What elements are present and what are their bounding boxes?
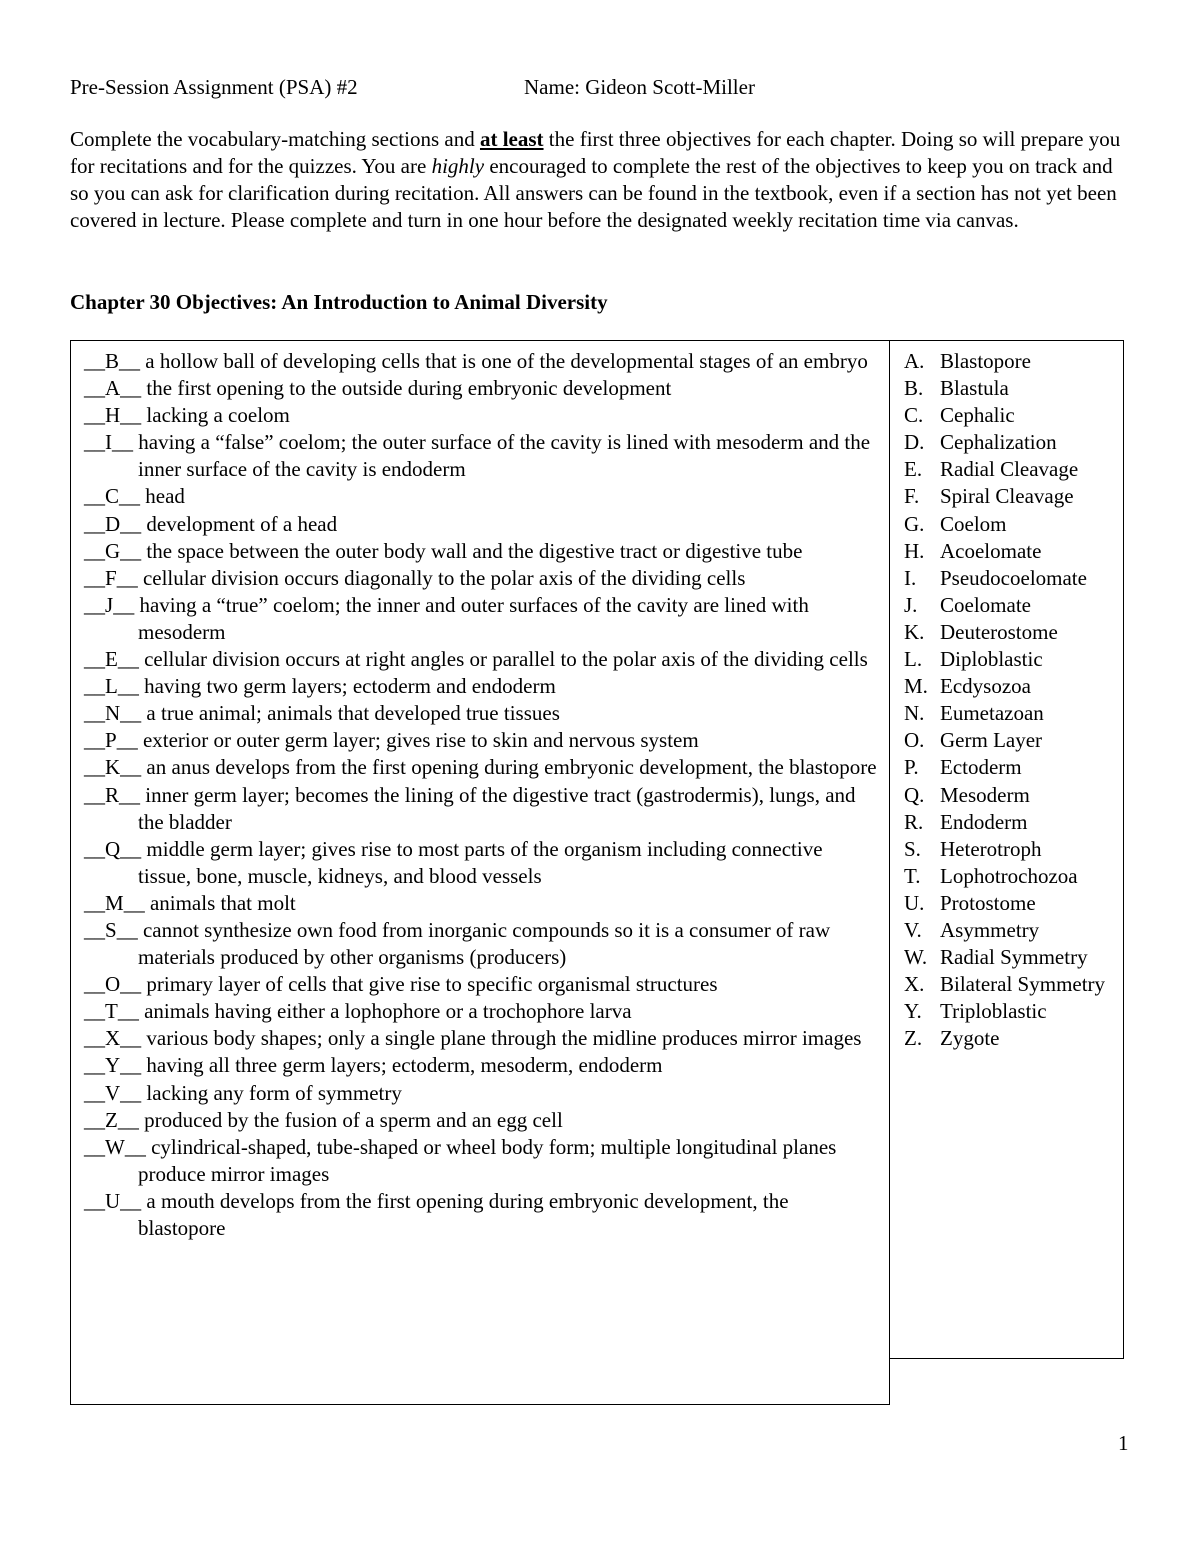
definition-text: cellular division occurs diagonally to the polar axis of the dividing cells — [142, 565, 746, 590]
term-item — [904, 511, 1116, 538]
definition-text: primary layer of cells that give rise to specific organismal structures — [146, 972, 718, 997]
definition-text: development of a head — [146, 511, 338, 536]
term-word: Cephalic — [940, 403, 1015, 428]
answer-blank[interactable]: Q — [105, 836, 121, 861]
term-letter: N. — [904, 701, 925, 726]
definition-item: __I__ having a “false” coelom; the outer surface of the cavity is lined with mesoderm and the inner surface of the cavity is endoderm — [84, 430, 871, 482]
term-word: Mesoderm — [940, 782, 1030, 807]
term-word: Coelom — [940, 511, 1007, 536]
term-item — [904, 646, 1116, 673]
definition-text: middle germ layer; gives rise to most parts of the organism including connective tissue, bone, muscle, kidneys, and blood vessels — [138, 836, 823, 888]
term-letter: H. — [904, 538, 925, 563]
definition-text: having all three germ layers; ectoderm, mesoderm, endoderm — [146, 1053, 663, 1078]
term-item — [904, 456, 1116, 483]
term-letter: E. — [904, 457, 923, 482]
definition-text: a true animal; animals that developed true tissues — [146, 701, 560, 726]
answer-blank[interactable]: S — [105, 917, 117, 942]
term-word: Acoelomate — [940, 538, 1042, 563]
term-item — [904, 754, 1116, 781]
definition-item: __Z__ produced by the fusion of a sperm and an egg cell — [84, 1107, 563, 1132]
definitions-list — [84, 348, 880, 1242]
answer-blank[interactable]: Z — [105, 1107, 118, 1132]
definition-item: __X__ various body shapes; only a single plane through the midline produces mirror images — [84, 1026, 862, 1051]
answer-blank[interactable]: U — [105, 1188, 121, 1213]
answer-blank[interactable]: Y — [105, 1053, 121, 1078]
term-letter: I. — [904, 565, 917, 590]
definition-text: lacking a coelom — [146, 403, 290, 428]
chapter-title: Chapter 30 Objectives: An Introduction to Animal Diversity — [70, 290, 608, 314]
term-item — [904, 1025, 1116, 1052]
page-number: 1 — [1118, 1431, 1129, 1455]
term-letter: A. — [904, 349, 925, 373]
term-item — [904, 863, 1116, 890]
term-word: Zygote — [940, 1026, 1000, 1051]
term-item — [904, 348, 1116, 375]
term-word: Germ Layer — [940, 728, 1043, 753]
answer-blank[interactable]: T — [105, 999, 118, 1024]
term-item — [904, 782, 1116, 809]
term-letter: S. — [904, 836, 921, 861]
definition-item: __O__ primary layer of cells that give rise to specific organismal structures — [84, 972, 718, 997]
terms-list — [904, 348, 1116, 1052]
term-word: Cephalization — [940, 430, 1057, 455]
answer-blank[interactable]: F — [105, 565, 117, 590]
definition-text: an anus develops from the first opening during embryonic development, the blastopore — [146, 755, 877, 780]
student-name: Name: Gideon Scott-Miller — [524, 75, 755, 99]
assignment-title: Pre-Session Assignment (PSA) #2 — [70, 75, 358, 99]
term-letter: D. — [904, 430, 925, 455]
term-letter: Q. — [904, 782, 925, 807]
definition-text: various body shapes; only a single plane through the midline produces mirror images — [146, 1026, 862, 1051]
term-word: Heterotroph — [940, 836, 1042, 861]
definition-item: __S__ cannot synthesize own food from inorganic compounds so it is a consumer of raw materials produced by other organisms (producers) — [84, 917, 831, 970]
answer-blank[interactable]: R — [105, 782, 120, 807]
definition-item: __F__ cellular division occurs diagonally to the polar axis of the dividing cells — [84, 565, 746, 590]
definition-item: __N__ a true animal; animals that developed true tissues — [84, 701, 560, 726]
term-item — [904, 565, 1116, 592]
answer-blank[interactable]: X — [105, 1026, 121, 1051]
term-item — [904, 727, 1116, 754]
term-letter: U. — [904, 890, 925, 915]
answer-blank[interactable]: N — [105, 701, 121, 726]
intro-text-3: encouraged to complete the rest of the objectives to keep you on track and so you can ask for clarification during recitation. All answers can be found in the textbook, even if a section has not yet been covered in lecture. Please complete and turn in one hour before the designated weekly recitation time via canvas. — [70, 154, 1117, 232]
definition-text: having two germ layers; ectoderm and endoderm — [144, 674, 556, 699]
term-item — [904, 402, 1116, 429]
definition-item: __E__ cellular division occurs at right angles or parallel to the polar axis of the dividing cells — [84, 647, 868, 672]
answer-blank[interactable]: D — [105, 511, 121, 536]
definition-text: the space between the outer body wall and the digestive tract or digestive tube — [146, 538, 803, 563]
definition-text: a mouth develops from the first opening during embryonic development, the blastopore — [138, 1188, 789, 1240]
term-item — [904, 971, 1116, 998]
answer-blank[interactable]: H — [105, 403, 121, 428]
answer-blank[interactable]: P — [105, 728, 117, 753]
intro-italic: highly — [431, 154, 485, 178]
definition-text: cannot synthesize own food from inorganic compounds so it is a consumer of raw materials produced by other organisms (producers) — [138, 917, 831, 970]
term-letter: P. — [904, 755, 919, 780]
intro-emphasis: at least — [479, 127, 544, 151]
definition-text: cylindrical-shaped, tube-shaped or wheel body form; multiple longitudinal planes produce mirror images — [138, 1134, 837, 1186]
term-letter: Z. — [904, 1026, 923, 1051]
term-word: Radial Symmetry — [940, 945, 1088, 970]
answer-blank[interactable]: B — [105, 349, 120, 373]
definition-item: __Q__ middle germ layer; gives rise to most parts of the organism including connective tissue, bone, muscle, kidneys, and blood vessels — [84, 836, 823, 888]
term-word: Blastopore — [940, 349, 1031, 373]
term-letter: Y. — [904, 999, 922, 1024]
term-word: Eumetazoan — [940, 701, 1044, 726]
answer-blank[interactable]: A — [105, 376, 121, 401]
definition-item: __H__ lacking a coelom — [84, 403, 290, 428]
term-item — [904, 836, 1116, 863]
answer-blank[interactable]: K — [105, 755, 121, 780]
definition-text: having a “false” coelom; the outer surface of the cavity is lined with mesoderm and the inner surface of the cavity is endoderm — [138, 430, 871, 482]
definition-item: __T__ animals having either a lophophore or a trochophore larva — [84, 999, 632, 1024]
term-word: Lophotrochozoa — [940, 863, 1078, 888]
definition-text: inner germ layer; becomes the lining of the digestive tract (gastrodermis), lungs, and the bladder — [138, 782, 856, 834]
term-letter: R. — [904, 809, 924, 834]
definition-text: head — [145, 484, 185, 509]
term-word: Bilateral Symmetry — [940, 972, 1106, 997]
answer-blank[interactable]: M — [105, 890, 124, 915]
definition-item: __U__ a mouth develops from the first opening during embryonic development, the blastopore — [84, 1188, 789, 1240]
term-item — [904, 917, 1116, 944]
term-letter: B. — [904, 376, 924, 401]
term-word: Spiral Cleavage — [940, 484, 1074, 509]
term-item — [904, 944, 1116, 971]
term-item — [904, 592, 1116, 619]
definition-item: __K__ an anus develops from the first opening during embryonic development, the blastopore — [84, 755, 877, 780]
term-word: Triploblastic — [940, 999, 1047, 1024]
term-letter: J. — [904, 592, 918, 617]
term-letter: X. — [904, 972, 925, 997]
answer-blank[interactable]: O — [105, 972, 121, 997]
intro-text-2: the first three objectives for each chapter. Doing so will prepare you for recitations and for the quizzes. You are — [70, 127, 1121, 178]
term-letter: W. — [904, 945, 928, 970]
term-word: Deuterostome — [940, 619, 1058, 644]
term-item — [904, 483, 1116, 510]
answer-blank[interactable]: V — [105, 1080, 121, 1105]
term-word: Pseudocoelomate — [940, 565, 1087, 590]
definition-item: __Y__ having all three germ layers; ectoderm, mesoderm, endoderm — [84, 1053, 663, 1078]
term-letter: K. — [904, 619, 925, 644]
term-item — [904, 998, 1116, 1025]
definition-item: __D__ development of a head — [84, 511, 338, 536]
answer-blank[interactable]: E — [105, 647, 118, 672]
term-item — [904, 890, 1116, 917]
term-item — [904, 375, 1116, 402]
definition-item: __G__ the space between the outer body wall and the digestive tract or digestive tube — [84, 538, 803, 563]
term-letter: L. — [904, 647, 923, 672]
answer-blank[interactable]: G — [105, 538, 121, 563]
definition-text: a hollow ball of developing cells that is one of the developmental stages of an embryo — [145, 349, 868, 373]
term-word: Protostome — [940, 890, 1036, 915]
term-word: Asymmetry — [940, 917, 1040, 942]
definition-text: exterior or outer germ layer; gives rise to skin and nervous system — [142, 728, 699, 753]
term-word: Ectoderm — [940, 755, 1022, 780]
definition-text: animals that molt — [149, 890, 296, 915]
definition-item: __R__ inner germ layer; becomes the lining of the digestive tract (gastrodermis), lungs, and the bladder — [84, 782, 856, 834]
intro-text-1: Complete the vocabulary-matching sections and — [70, 127, 480, 151]
definition-item: __M__ animals that molt — [84, 890, 296, 915]
term-word: Endoderm — [940, 809, 1028, 834]
definition-text: cellular division occurs at right angles or parallel to the polar axis of the dividing cells — [144, 647, 868, 672]
term-letter: T. — [904, 863, 921, 888]
definition-item: __B__ a hollow ball of developing cells that is one of the developmental stages of an embryo — [84, 349, 868, 373]
term-word: Radial Cleavage — [940, 457, 1079, 482]
definition-text: animals having either a lophophore or a trochophore larva — [144, 999, 632, 1024]
term-letter: V. — [904, 917, 922, 942]
instructions-paragraph — [70, 126, 1130, 234]
term-letter: G. — [904, 511, 925, 536]
term-letter: C. — [904, 403, 924, 428]
answer-blank[interactable]: L — [105, 674, 118, 699]
definition-text: produced by the fusion of a sperm and an egg cell — [144, 1107, 563, 1132]
term-item — [904, 673, 1116, 700]
term-item — [904, 809, 1116, 836]
definition-item: __A__ the first opening to the outside during embryonic development — [84, 376, 672, 401]
term-item — [904, 538, 1116, 565]
definition-item: __C__ head — [84, 484, 185, 509]
answer-blank[interactable]: C — [105, 484, 120, 509]
term-word: Diploblastic — [940, 647, 1043, 672]
definition-text: lacking any form of symmetry — [146, 1080, 402, 1105]
term-word: Blastula — [940, 376, 1009, 401]
term-item — [904, 429, 1116, 456]
definition-text: having a “true” coelom; the inner and outer surfaces of the cavity are lined with mesoderm — [138, 592, 809, 644]
answer-blank[interactable]: I — [105, 430, 112, 455]
term-word: Coelomate — [940, 592, 1031, 617]
definition-item: __J__ having a “true” coelom; the inner and outer surfaces of the cavity are lined with mesoderm — [84, 592, 809, 644]
answer-blank[interactable]: W — [105, 1134, 125, 1159]
definition-item: __L__ having two germ layers; ectoderm and endoderm — [84, 674, 556, 699]
answer-blank[interactable]: J — [105, 592, 114, 617]
term-letter: M. — [904, 674, 928, 699]
term-letter: F. — [904, 484, 920, 509]
definition-item: __W__ cylindrical-shaped, tube-shaped or wheel body form; multiple longitudinal planes produce mirror images — [84, 1134, 837, 1186]
term-word: Ecdysozoa — [940, 674, 1031, 699]
definition-item: __P__ exterior or outer germ layer; gives rise to skin and nervous system — [84, 728, 699, 753]
definition-text: the first opening to the outside during embryonic development — [146, 376, 672, 401]
term-item — [904, 700, 1116, 727]
term-item — [904, 619, 1116, 646]
term-letter: O. — [904, 728, 925, 753]
definition-item: __V__ lacking any form of symmetry — [84, 1080, 402, 1105]
